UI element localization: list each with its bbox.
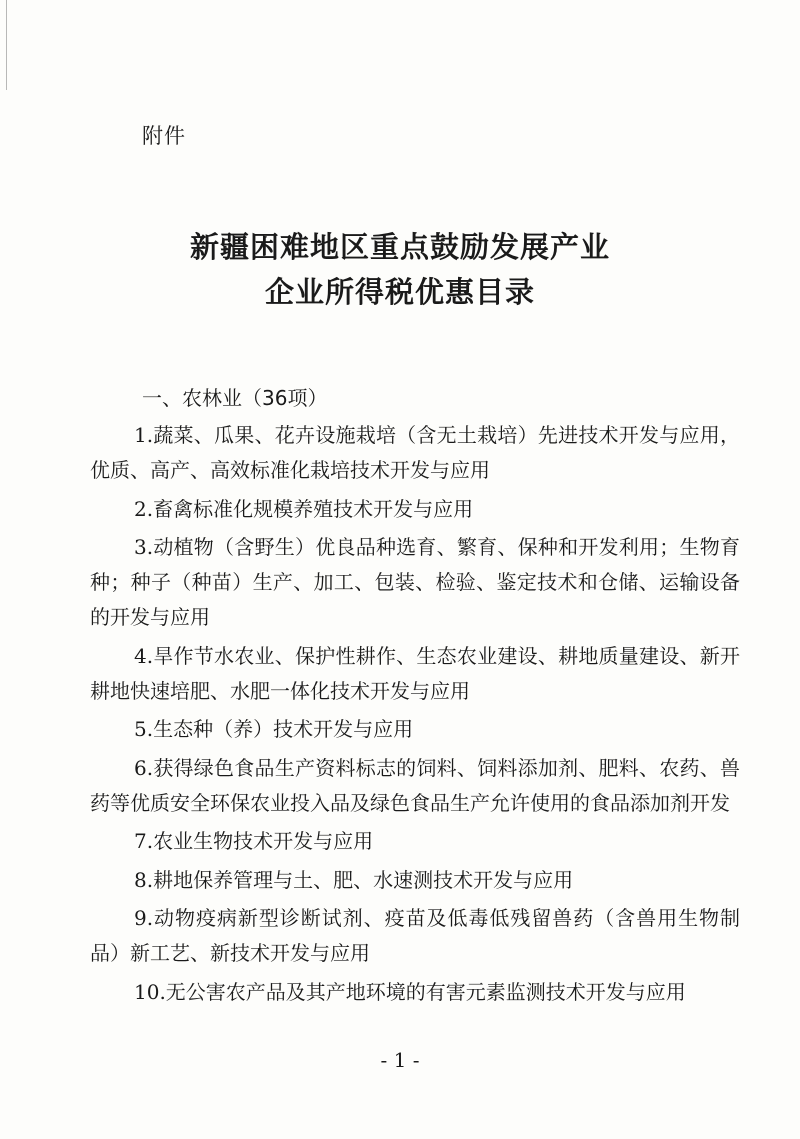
page-number: - 1 - xyxy=(380,1048,420,1072)
document-title-line-2: 企业所得税优惠目录 xyxy=(264,275,535,309)
catalog-item-5: 5.生态种（养）技术开发与应用 xyxy=(134,717,414,741)
catalog-item-6: 6.获得绿色食品生产资料标志的饲料、饲料添加剂、肥料、农药、兽药等优质安全环保农业投入品及绿色食品生产允许使用的食品添加剂开发 xyxy=(90,755,740,815)
scan-edge-line xyxy=(6,0,7,90)
catalog-item-3: 3.动植物（含野生）优良品种选育、繁育、保种和开发利用；生物育种；种子（种苗）生产、加工、包装、检验、鉴定技术和仓储、运输设备的开发与应用 xyxy=(90,535,740,629)
catalog-item-10: 10.无公害农产品及其产地环境的有害元素监测技术开发与应用 xyxy=(134,979,686,1004)
catalog-item-7: 7.农业生物技术开发与应用 xyxy=(134,829,374,853)
catalog-item-1: 1.蔬菜、瓜果、花卉设施栽培（含无土栽培）先进技术开发与应用，优质、高产、高效标准化栽培技术开发与应用 xyxy=(90,423,740,482)
section-heading: 一、农林业（36项） xyxy=(142,386,328,410)
catalog-item-list xyxy=(90,418,740,1013)
catalog-item-4: 4.旱作节水农业、保护性耕作、生态农业建设、耕地质量建设、新开耕地快速培肥、水肥一体化技术开发与应用 xyxy=(90,643,740,703)
catalog-item-9: 9.动物疫病新型诊断试剂、疫苗及低毒低残留兽药（含兽用生物制品）新工艺、新技术开发与应用 xyxy=(90,906,740,965)
catalog-item-2: 2.畜禽标准化规模养殖技术开发与应用 xyxy=(134,496,474,521)
catalog-item-8: 8.耕地保养管理与土、肥、水速测技术开发与应用 xyxy=(134,867,574,892)
document-title-line-1: 新疆困难地区重点鼓励发展产业 xyxy=(189,230,610,264)
attachment-label: 附件 xyxy=(142,124,186,148)
